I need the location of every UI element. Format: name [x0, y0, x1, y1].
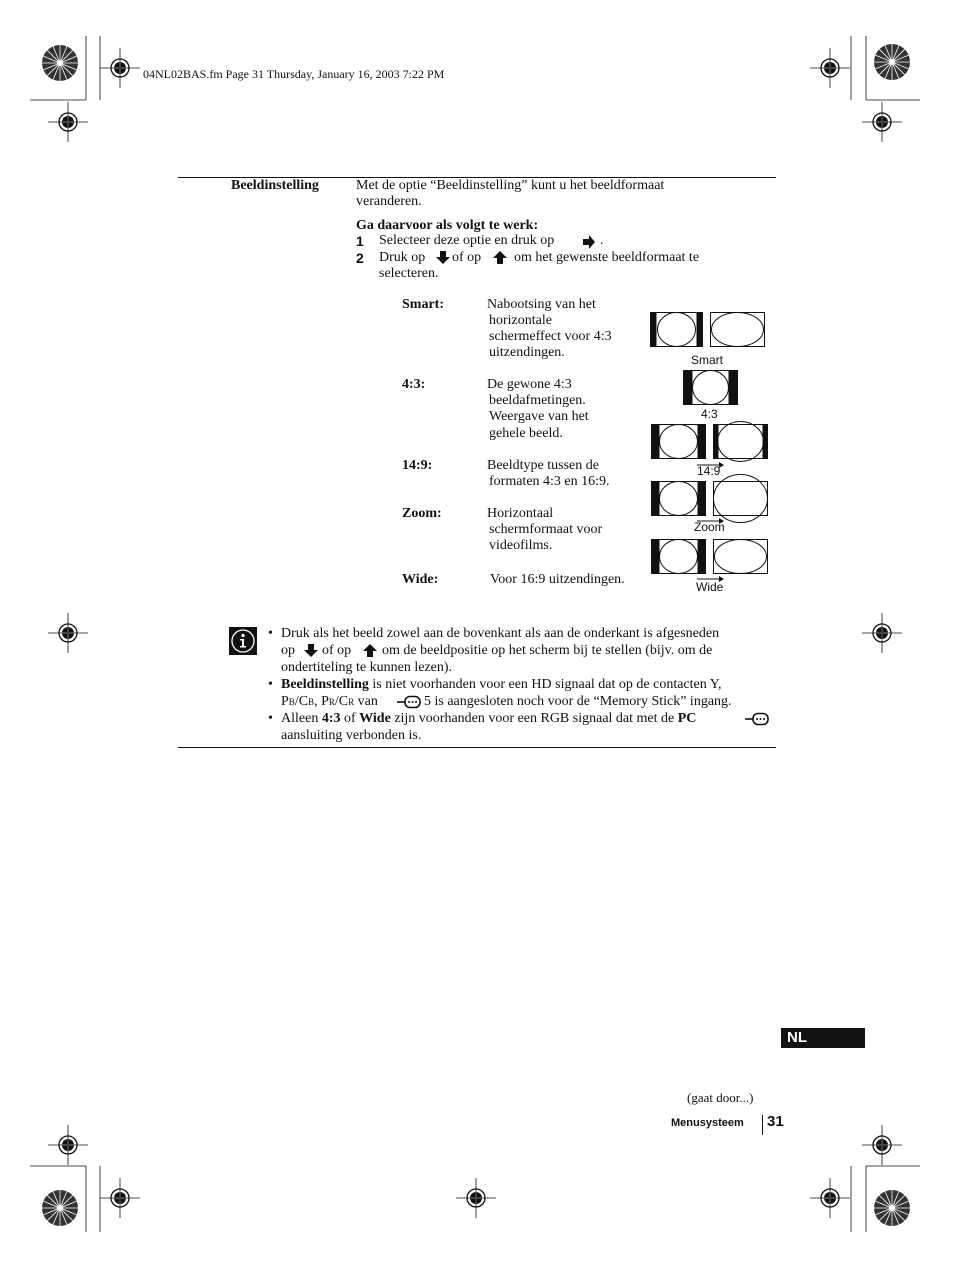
option-label-14-9: 14:9:	[402, 458, 433, 473]
step-number: 1	[356, 233, 364, 249]
note-bold-term: 4:3	[321, 711, 341, 726]
registration-mark-icon	[48, 1125, 88, 1165]
pr-label: , P	[314, 694, 329, 709]
cb-label: /C	[294, 694, 309, 709]
note-text: Druk als het beeld zowel aan de bovenkant als aan de onderkant is afgesneden	[281, 626, 720, 641]
4-3-diagram	[683, 370, 739, 406]
option-desc: Horizontaal	[487, 506, 554, 521]
arrow-down-icon	[304, 644, 318, 658]
note-bold-term: Beeldinstelling	[281, 677, 369, 692]
note-text-span: zijn voorhanden voor een RGB signaal dat met de	[394, 711, 675, 726]
note-text-span: Alleen	[281, 711, 319, 726]
table-bottom-rule	[178, 747, 776, 748]
option-desc: beeldafmetingen.	[489, 393, 586, 408]
option-desc: uitzendingen.	[489, 345, 565, 360]
intro-line: Met de optie “Beeldinstelling” kunt u het beeldformaat	[356, 178, 665, 193]
registration-mark-icon	[810, 1178, 850, 1218]
arrow-up-icon	[493, 251, 507, 265]
registration-mark-icon	[100, 1178, 140, 1218]
diagram-caption: Zoom	[694, 520, 725, 534]
pr-sub: R	[328, 697, 335, 707]
continued-note: (gaat door...)	[687, 1090, 754, 1105]
option-desc: De gewone 4:3	[487, 377, 572, 392]
registration-mark-icon	[100, 48, 140, 88]
intro-line: veranderen.	[356, 194, 422, 209]
step-text: of op	[452, 250, 482, 265]
zoom-diagram	[651, 481, 769, 525]
cb-sub: B	[308, 697, 315, 707]
registration-mark-icon	[810, 48, 850, 88]
wide-diagram	[651, 539, 769, 583]
option-desc: Nabootsing van het	[487, 297, 596, 312]
registration-mark-icon	[862, 102, 902, 142]
step-text: Selecteer deze optie en druk op	[379, 233, 555, 248]
file-info: 04NL02BAS.fm Page 31 Thursday, January 16, 2003 7:22 PM	[143, 67, 445, 81]
registration-mark-icon	[48, 102, 88, 142]
arrow-up-icon	[363, 644, 377, 658]
footer-divider	[762, 1115, 763, 1135]
corner-star-icon	[42, 45, 78, 81]
diagram-caption: Wide	[696, 580, 724, 594]
van-text: van	[357, 694, 378, 709]
bullet: •	[268, 711, 273, 726]
option-desc: Beeldtype tussen de	[487, 458, 599, 473]
step-text: Druk op	[379, 250, 426, 265]
note-text: om de beeldpositie op het scherm bij te stellen (bijv. om de	[382, 643, 713, 658]
page-number: 31	[767, 1113, 784, 1130]
bullet: •	[268, 626, 273, 641]
note-bold-term: Wide	[359, 711, 391, 726]
input-connector-icon	[397, 695, 423, 709]
footer-section-name: Menusysteem	[671, 1117, 744, 1129]
language-tab: NL	[781, 1028, 865, 1048]
option-label-zoom: Zoom:	[402, 506, 442, 521]
note-text	[281, 677, 722, 694]
option-label-4-3: 4:3:	[402, 377, 426, 392]
option-desc: gehele beeld.	[489, 426, 563, 441]
note-text: aansluiting verbonden is.	[281, 728, 422, 743]
step-text: .	[600, 233, 604, 248]
note-text: 5 is aangesloten noch voor de “Memory Stick” ingang.	[424, 694, 732, 709]
14-9-diagram	[651, 424, 769, 468]
arrow-right-icon	[582, 235, 596, 249]
pb-sub: B	[288, 697, 295, 707]
diagram-caption: Smart	[691, 353, 724, 367]
diagram-caption: 14:9	[697, 464, 721, 478]
step-text: selecteren.	[379, 266, 439, 281]
pb-label: P	[281, 694, 289, 709]
option-desc: Weergave van het	[489, 409, 589, 424]
registration-mark-icon	[862, 1125, 902, 1165]
note-text: op	[281, 643, 295, 658]
bullet: •	[268, 677, 273, 692]
note-text: of op	[322, 643, 352, 658]
step-number: 2	[356, 250, 364, 266]
section-label: Beeldinstelling	[231, 178, 319, 193]
note-text	[281, 694, 378, 711]
cr-label: /C	[334, 694, 349, 709]
option-desc: schermformaat voor	[489, 522, 603, 537]
registration-mark-icon	[456, 1178, 496, 1218]
corner-star-icon	[874, 1190, 910, 1226]
input-connector-icon	[745, 712, 771, 726]
option-label-wide: Wide:	[402, 572, 439, 587]
note-text-span: of	[344, 711, 356, 726]
option-label-smart: Smart:	[402, 297, 444, 312]
corner-star-icon	[874, 44, 910, 80]
note-text	[281, 711, 696, 728]
option-desc: videofilms.	[489, 538, 553, 553]
info-icon	[229, 627, 257, 655]
note-text-span: is niet voorhanden voor een HD signaal dat op de contacten Y,	[372, 677, 722, 692]
step-text: om het gewenste beeldformaat te	[514, 250, 700, 265]
steps-title: Ga daarvoor als volgt te werk:	[356, 218, 539, 233]
arrow-down-icon	[436, 251, 450, 265]
note-bold-term: PC	[677, 711, 697, 726]
diagram-caption: 4:3	[701, 407, 718, 421]
option-desc: formaten 4:3 en 16:9.	[489, 474, 610, 489]
registration-mark-icon	[862, 613, 902, 653]
note-text: ondertiteling te kunnen lezen).	[281, 660, 453, 675]
cr-sub: R	[348, 697, 355, 707]
corner-star-icon	[42, 1190, 78, 1226]
option-desc: schermeffect voor 4:3	[489, 329, 612, 344]
option-desc: Voor 16:9 uitzendingen.	[490, 572, 625, 587]
registration-mark-icon	[48, 613, 88, 653]
option-desc: horizontale	[489, 313, 552, 328]
